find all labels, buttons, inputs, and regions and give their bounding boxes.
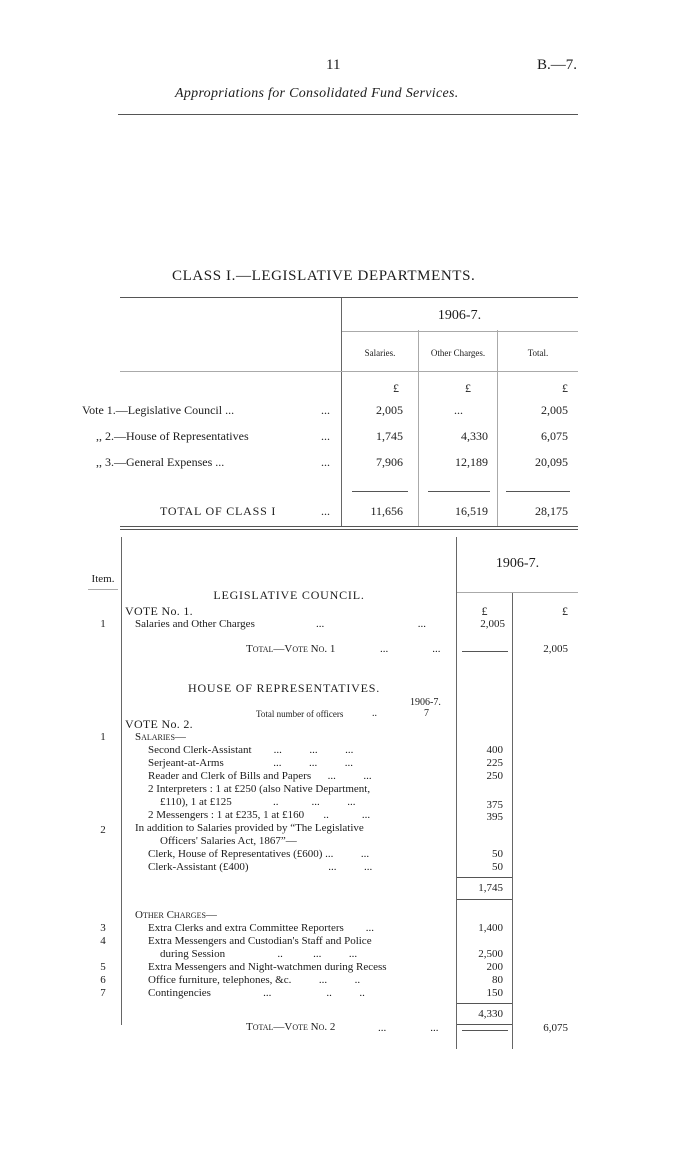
total-rule (506, 491, 570, 492)
detail-year-rule (457, 592, 578, 593)
summary-row-label: Vote 1.—Legislative Council ... (82, 403, 235, 417)
summary-year-rule (342, 331, 578, 332)
item-number: 4 (100, 935, 106, 947)
addition-line: Clerk-Assistant (£400) ... ... (148, 861, 373, 873)
subtotal-rule (457, 1003, 512, 1004)
vote-number: VOTE No. 1. (125, 604, 193, 618)
vote-total-amount: 6,075 (543, 1022, 568, 1034)
class-total-total: 28,175 (535, 504, 568, 518)
leader-dots: ... ... (316, 618, 426, 630)
item-number: 6 (100, 974, 106, 986)
amount-column-divider (512, 593, 513, 1049)
currency-symbol: £ (465, 381, 471, 395)
item-number: 7 (100, 987, 106, 999)
salary-line: £110), 1 at £125 .. ... ... (160, 796, 356, 808)
summary-salaries-value: 2,005 (376, 403, 403, 417)
salary-amount: 225 (486, 757, 503, 769)
other-charge-line: Extra Messengers and Custodian's Staff and Police (148, 935, 372, 947)
total-rule (462, 651, 508, 652)
other-charge-line: Contingencies ... .. .. (148, 987, 365, 999)
leader-dots: .. (372, 708, 377, 719)
vote-total-amount: 2,005 (543, 643, 568, 655)
salary-line: 2 Messengers : 1 at £235, 1 at £160 .. ... (148, 809, 371, 821)
other-charge-line: Extra Clerks and extra Committee Reporters ... (148, 922, 375, 934)
leader-dots: ... (321, 429, 330, 443)
leader-dots: ... ... (378, 1022, 439, 1034)
addition-amount: 50 (492, 848, 503, 860)
currency-symbol: £ (562, 604, 568, 618)
addition-text: Officers' Salaries Act, 1867”— (160, 835, 297, 847)
officers-label: Total number of officers (256, 709, 344, 719)
summary-total-value: 20,095 (535, 455, 568, 469)
other-charge-amount: 1,400 (478, 922, 503, 934)
currency-symbol: £ (481, 604, 488, 618)
col-header-total: Total. (527, 348, 549, 358)
salary-amount: 395 (486, 811, 503, 823)
section-heading-legislative-council: LEGISLATIVE COUNCIL. (213, 588, 365, 602)
officers-count: 7 (424, 708, 429, 719)
subtotal-rule (457, 899, 512, 900)
summary-col-divider (418, 330, 419, 526)
leader-dots: ... (321, 403, 330, 417)
addition-line: Clerk, House of Representatives (£600) ... ... (148, 848, 370, 860)
summary-top-rule (120, 297, 578, 298)
item-number: 1 (100, 731, 106, 743)
leader-dots: ... ... (380, 643, 441, 655)
summary-total-value: 2,005 (541, 403, 568, 417)
item-header-rule (88, 589, 118, 590)
summary-year: 1906-7. (437, 308, 482, 323)
summary-row-label: ,, 3.—General Expenses ... (96, 455, 225, 469)
item-number: 2 (100, 824, 106, 836)
salary-line: 2 Interpreters : 1 at £250 (also Native Department, (148, 783, 371, 795)
summary-col-divider (497, 330, 498, 526)
summary-row-label: ,, 2.—House of Representatives (96, 429, 249, 443)
other-charge-amount: 2,500 (478, 948, 503, 960)
summary-bottom-rule (120, 529, 578, 530)
other-charge-line: Office furniture, telephones, &c. ... .. (148, 974, 361, 986)
vote-number: VOTE No. 2. (125, 717, 193, 731)
leader-dots: ... (321, 455, 330, 469)
vote-total-label: Total—Vote No. 2 (246, 1021, 336, 1033)
other-charge-amount: 200 (486, 961, 503, 973)
officers-year: 1906-7. (410, 697, 441, 708)
running-title: Appropriations for Consolidated Fund Services. (175, 86, 459, 101)
total-rule (462, 1030, 508, 1031)
currency-symbol: £ (393, 381, 399, 395)
detail-year: 1906-7. (495, 556, 540, 571)
item-description: Salaries and Other Charges (135, 618, 255, 630)
class-total-other: 16,519 (455, 504, 488, 518)
summary-other-value: 12,189 (455, 455, 488, 469)
salary-amount: 400 (486, 744, 503, 756)
col-header-salaries: Salaries. (364, 348, 396, 358)
summary-bottom-rule (120, 526, 578, 527)
subheading-salaries: Salaries— (135, 731, 186, 743)
summary-other-value: ... (454, 403, 463, 417)
vote-total-label: Total—Vote No. 1 (246, 643, 336, 655)
total-rule (428, 491, 490, 492)
class-title: CLASS I.—LEGISLATIVE DEPARTMENTS. (172, 268, 476, 284)
salary-line: Serjeant-at-Arms ... ... ... (148, 757, 353, 769)
leader-dots: ... (321, 504, 330, 518)
subtotal-rule (457, 1024, 512, 1025)
currency-symbol: £ (562, 381, 568, 395)
class-total-salaries: 11,656 (370, 504, 403, 518)
other-charge-amount: 80 (492, 974, 503, 986)
page-number: 11 (326, 57, 341, 73)
subheading-other-charges: Other Charges— (135, 909, 217, 921)
item-column-divider (121, 537, 122, 1025)
item-number: 3 (100, 922, 106, 934)
header-rule (118, 114, 578, 115)
summary-total-value: 6,075 (541, 429, 568, 443)
total-rule (352, 491, 408, 492)
summary-salaries-value: 1,745 (376, 429, 403, 443)
other-charge-line: during Session .. ... ... (160, 948, 358, 960)
other-charges-subtotal: 4,330 (478, 1008, 503, 1020)
addition-amount: 50 (492, 861, 503, 873)
summary-salaries-value: 7,906 (376, 455, 403, 469)
class-total-label: TOTAL OF CLASS I (160, 504, 277, 518)
salary-amount: 375 (486, 799, 503, 811)
salaries-subtotal: 1,745 (478, 882, 503, 894)
summary-header-rule (120, 371, 578, 372)
section-heading-house-of-representatives: HOUSE OF REPRESENTATIVES. (188, 681, 381, 695)
col-header-other-charges: Other Charges. (430, 348, 486, 358)
subtotal-rule (457, 877, 512, 878)
item-number: 1 (100, 618, 106, 630)
other-charge-amount: 150 (486, 987, 503, 999)
addition-text: In addition to Salaries provided by “The Legislative (135, 822, 364, 834)
salary-line: Reader and Clerk of Bills and Papers ... ... (148, 770, 372, 782)
document-reference: B.—7. (537, 57, 578, 73)
item-number: 5 (100, 961, 106, 973)
summary-other-value: 4,330 (461, 429, 488, 443)
item-amount: 2,005 (480, 618, 505, 630)
other-charge-line: Extra Messengers and Night-watchmen during Recess (148, 961, 387, 973)
salary-line: Second Clerk-Assistant ... ... ... (148, 744, 354, 756)
salary-amount: 250 (486, 770, 503, 782)
item-column-header: Item. (91, 573, 115, 585)
